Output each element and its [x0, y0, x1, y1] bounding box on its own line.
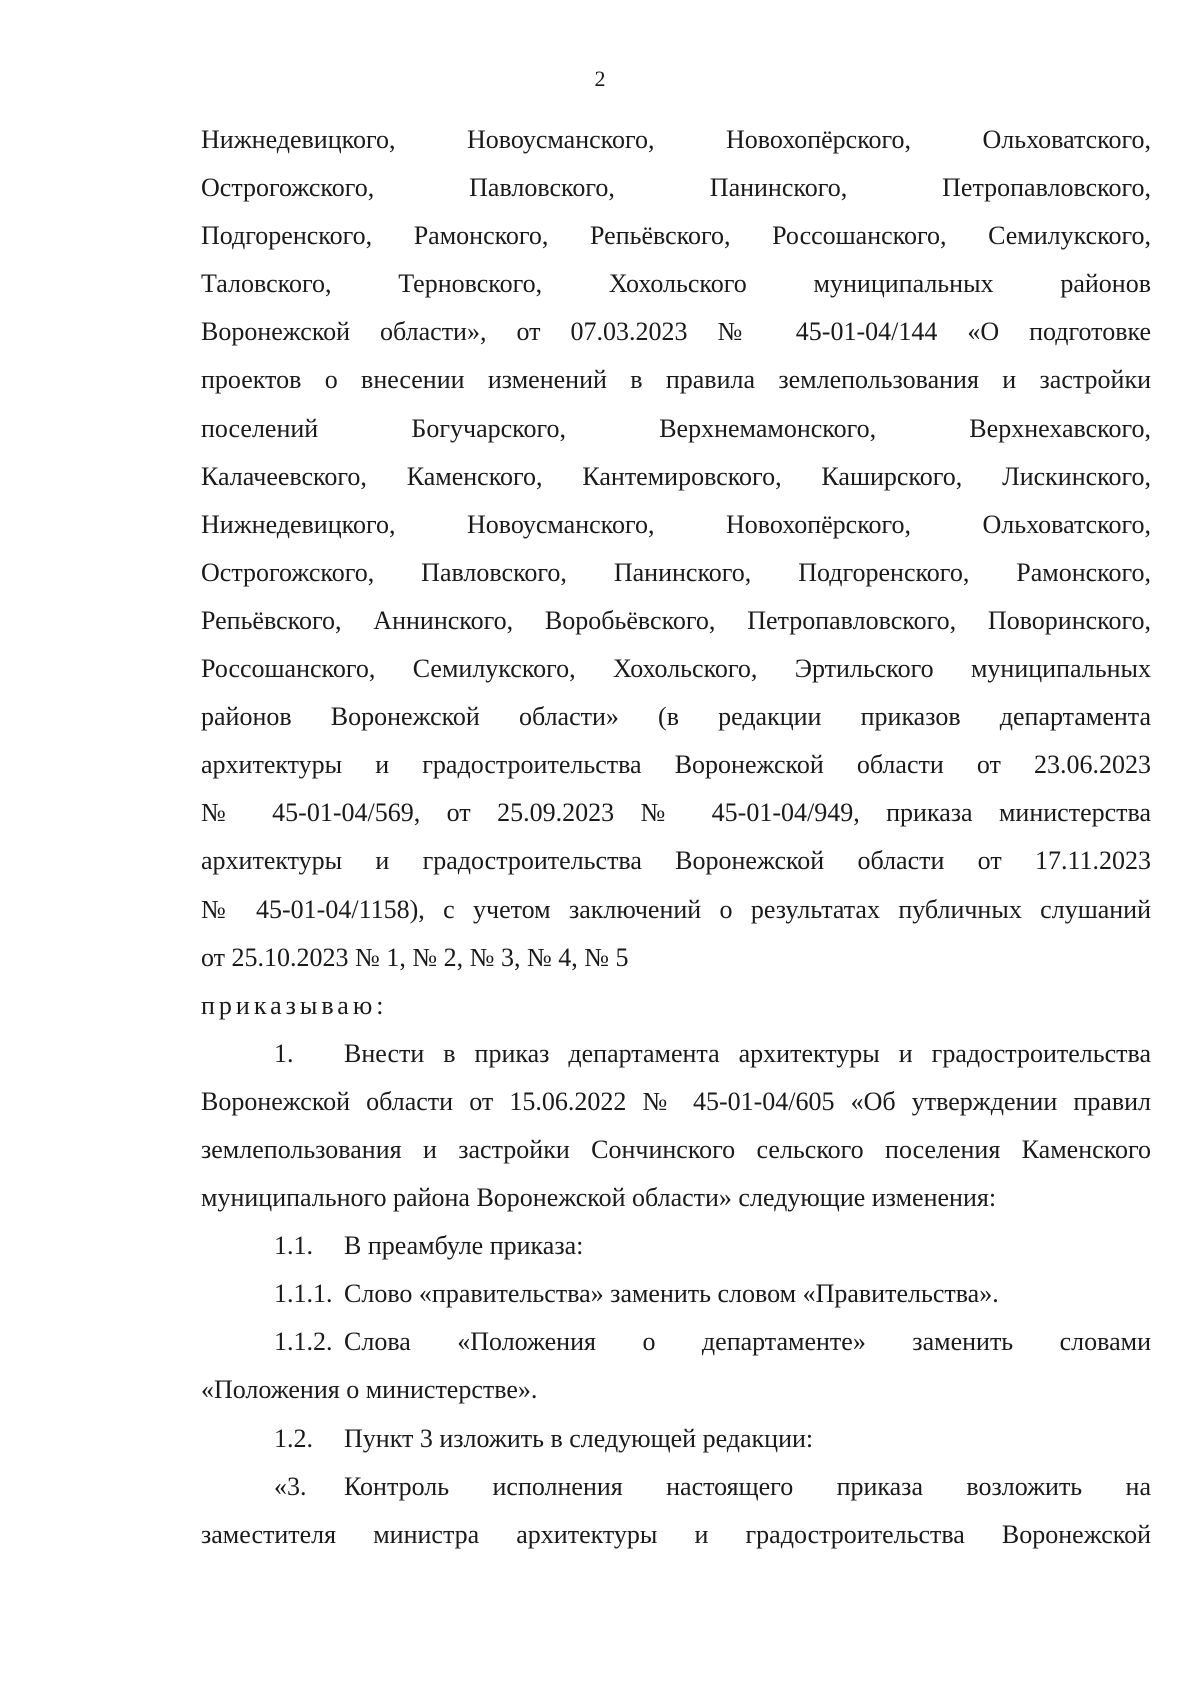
item-1-1-number: 1.1. [274, 1231, 313, 1261]
item-1-1-2-text: Слова «Положения о департаменте» заменить словами [344, 1327, 1151, 1357]
body-line: Россошанского, Семилукского, Хохольского, Эртильского муниципальных [201, 654, 1151, 684]
body-line: архитектуры и градостроительства Воронежской области от 17.11.2023 [201, 846, 1151, 876]
page-number: 2 [594, 66, 606, 91]
body-line: Острогожского, Павловского, Панинского, Петропавловского, [201, 173, 1151, 203]
body-line: поселений Богучарского, Верхнемамонского, Верхнехавского, [201, 413, 1151, 443]
body-line: районов Воронежской области» (в редакции приказов департамента [201, 702, 1151, 732]
body-line: № 45-01-04/1158), с учетом заключений о результатах публичных слушаний [201, 894, 1151, 924]
order-word: приказываю: [201, 990, 388, 1020]
body-line: проектов о внесении изменений в правила землепользования и застройки [201, 365, 1151, 395]
item-3-quote-line: заместителя министра архитектуры и градостроительства Воронежской [201, 1519, 1151, 1549]
item-1-1-2-number: 1.1.2. [274, 1327, 333, 1357]
body-line: Таловского, Терновского, Хохольского муниципальных районов [201, 269, 1151, 299]
item-1-1-2-line: «Положения о министерстве». [201, 1375, 538, 1405]
item-3-quote-first-line [201, 1463, 1151, 1511]
item-1-2 [201, 1415, 1151, 1463]
item-1-number: 1. [274, 1038, 294, 1068]
body-line: Калачеевского, Каменского, Кантемировского, Каширского, Лискинского, [201, 461, 1151, 491]
item-1-line: землепользования и застройки Сончинского сельского поселения Каменского [201, 1134, 1151, 1164]
item-1-first-line [201, 1030, 1151, 1078]
body-line: Подгоренского, Рамонского, Репьёвского, Россошанского, Семилукского, [201, 221, 1151, 251]
body-line: № 45-01-04/569, от 25.09.2023 № 45-01-04/949, приказа министерства [201, 798, 1151, 828]
body-line: Нижнедевицкого, Новоусманского, Новохопёрского, Ольховатского, [201, 509, 1151, 539]
item-1-line: муниципального района Воронежской области» следующие изменения: [201, 1183, 997, 1213]
item-1-1-1 [201, 1270, 1151, 1318]
item-1-1-1-number: 1.1.1. [274, 1279, 333, 1309]
item-3-quote-text: Контроль исполнения настоящего приказа возложить на [344, 1471, 1151, 1501]
body-line: от 25.10.2023 № 1, № 2, № 3, № 4, № 5 [201, 942, 629, 972]
item-1-2-text: Пункт 3 изложить в следующей редакции: [344, 1423, 814, 1453]
document-body [201, 116, 1151, 1559]
item-1-1-2-first-line [201, 1318, 1151, 1366]
body-line: Воронежской области», от 07.03.2023 № 45-01-04/144 «О подготовке [201, 317, 1151, 347]
body-line: Нижнедевицкого, Новоусманского, Новохопёрского, Ольховатского, [201, 125, 1151, 154]
item-1-text: Внести в приказ департамента архитектуры и градостроительства [344, 1038, 1151, 1068]
body-line: Острогожского, Павловского, Панинского, Подгоренского, Рамонского, [201, 557, 1151, 587]
item-1-1-1-text: Слово «правительства» заменить словом «Правительства». [344, 1279, 999, 1309]
item-3-quote-number: «3. [274, 1471, 307, 1501]
item-1-2-number: 1.2. [274, 1423, 313, 1453]
item-1-1 [201, 1222, 1151, 1270]
item-1-line: Воронежской области от 15.06.2022 № 45-01-04/605 «Об утверждении правил [201, 1086, 1151, 1116]
item-1-1-text: В преамбуле приказа: [344, 1231, 584, 1261]
body-line: архитектуры и градостроительства Воронежской области от 23.06.2023 [201, 750, 1151, 780]
body-line: Репьёвского, Аннинского, Воробьёвского, Петропавловского, Поворинского, [201, 605, 1151, 635]
